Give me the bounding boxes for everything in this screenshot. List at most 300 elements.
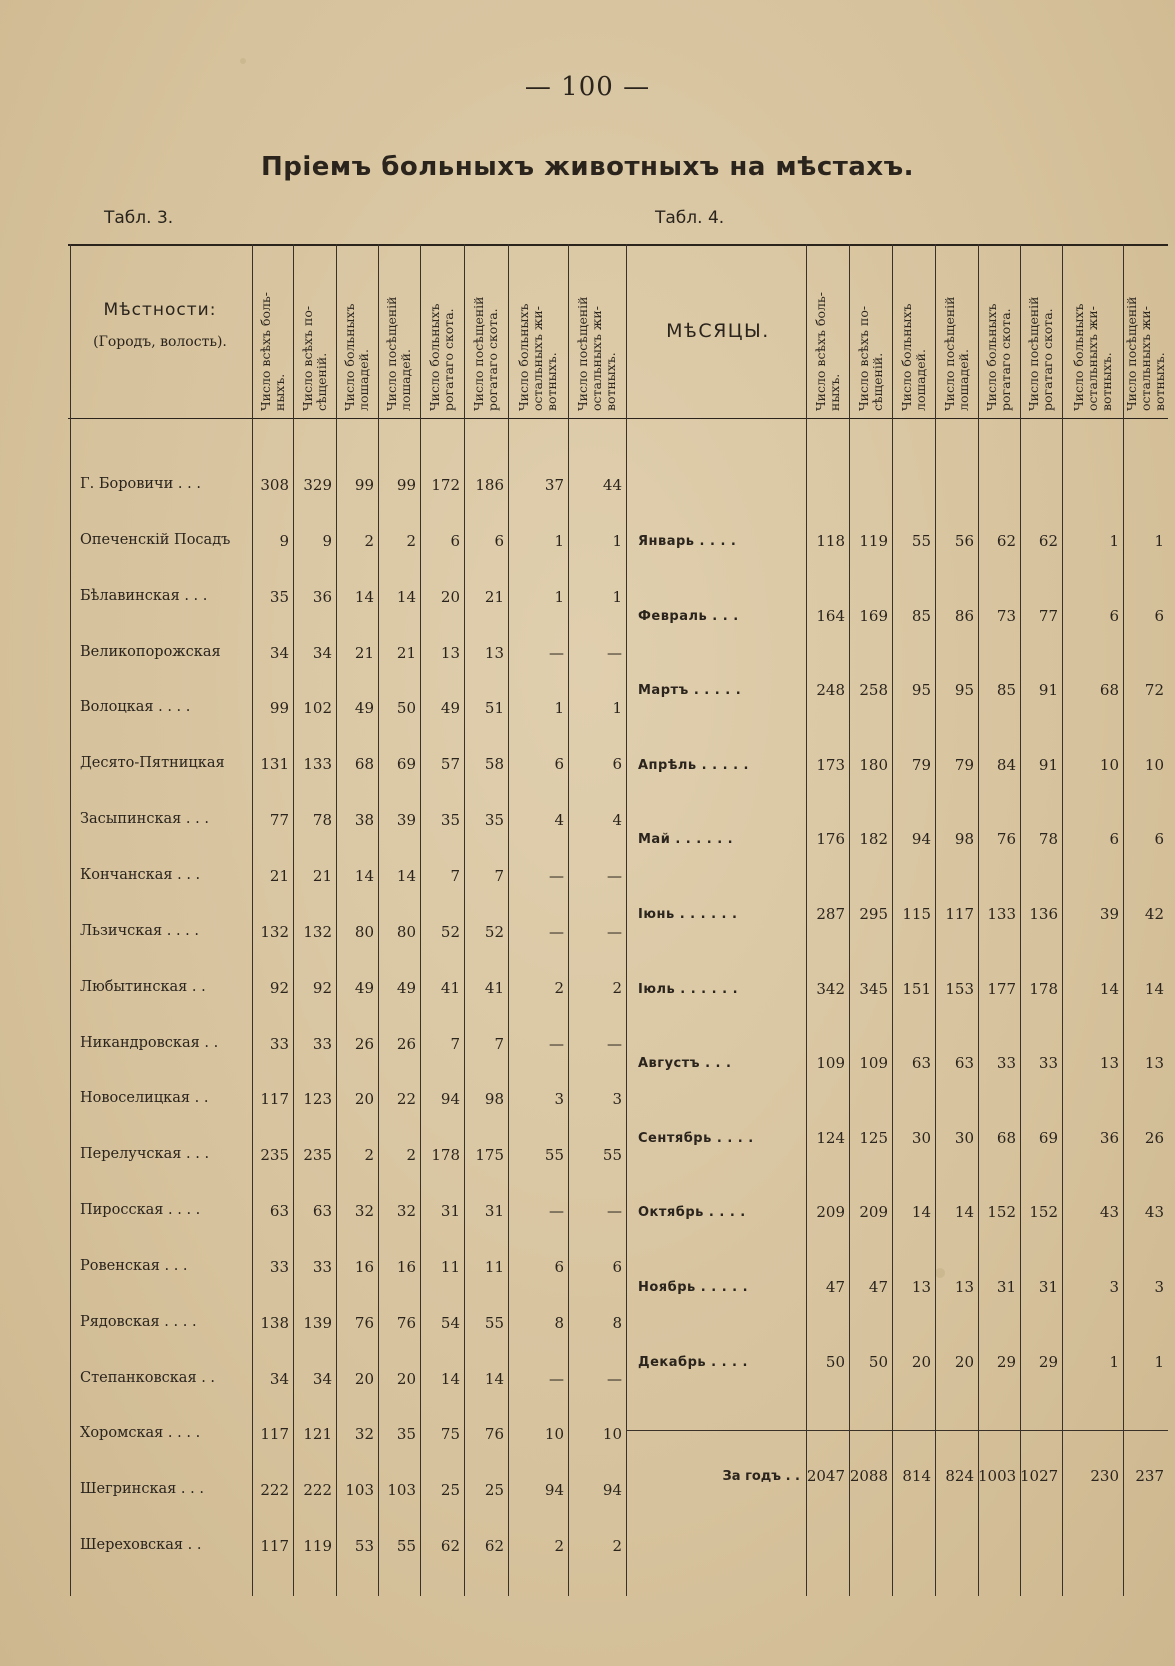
table3-cell: 38 [354, 811, 374, 830]
table3-cell: 14 [396, 866, 416, 885]
table3-cell: 222 [303, 1481, 332, 1500]
table3-cell: 7 [494, 866, 504, 885]
table4-cell: 6 [1109, 830, 1119, 849]
table3-column-header [293, 248, 336, 414]
table3-row-label: Хоромская . . . . [80, 1425, 201, 1442]
table4-cell: 85 [911, 606, 931, 625]
table3-cell: 117 [260, 1090, 289, 1109]
table4-column-header-text: Число всѣхъ боль- ныхъ. [812, 291, 842, 411]
table4-cell: 30 [911, 1128, 931, 1147]
table3-cell: 32 [396, 1202, 416, 1221]
table-column-rule [464, 244, 465, 1596]
table4-cell: 63 [954, 1054, 974, 1073]
page-number: — 100 — [524, 72, 651, 102]
table3-cell: 16 [396, 1257, 416, 1276]
table3-cell: 25 [440, 1481, 460, 1500]
table4-cell: 36 [1099, 1128, 1119, 1147]
table4-cell: 177 [987, 979, 1016, 998]
table3-column-header [252, 248, 293, 414]
table3-cell: 31 [440, 1202, 460, 1221]
table3-row-header-title: Мѣстности: [103, 300, 217, 320]
paper-speck [935, 1268, 945, 1278]
table3-cell: 41 [440, 978, 460, 997]
table3-cell: 98 [484, 1090, 504, 1109]
table3-cell: 99 [354, 476, 374, 494]
table-column-rule [70, 244, 71, 1596]
table4-cell: 55 [911, 532, 931, 550]
table3-cell: 186 [475, 476, 504, 494]
table3-cell: 14 [354, 587, 374, 606]
table4-column-header [978, 248, 1020, 414]
table3-cell: 99 [269, 699, 289, 718]
table4-cell: 94 [911, 830, 931, 849]
table3-cell: 35 [396, 1425, 416, 1444]
table4-cell: 62 [996, 532, 1016, 550]
table4-total-label: За годъ . . [722, 1469, 800, 1484]
table3-cell: 131 [260, 755, 289, 774]
table3-row-label: Кончанская . . . [80, 866, 201, 883]
table4-cell: 258 [859, 681, 888, 700]
table3-cell: 103 [345, 1481, 374, 1500]
table3-cell: 36 [312, 587, 332, 606]
table3-cell: — [549, 1034, 564, 1053]
table4-column-header-text: Число посѣщеній остальныхъ жи- вотныхъ. [1123, 296, 1167, 411]
table-top-rule [68, 244, 1168, 246]
table4-column-header [849, 248, 892, 414]
table4-total-rule [626, 1430, 1168, 1431]
table3-cell: 235 [260, 1146, 289, 1165]
table3-row-label: Засыпинская . . . [80, 811, 209, 828]
table3-cell: 80 [354, 922, 374, 941]
table3-column-header-text: Число посѣщеній остальныхъ жи- вотныхъ. [575, 296, 618, 411]
table3-cell: 235 [303, 1146, 332, 1165]
table4-row-label: Августъ . . . [638, 1056, 732, 1072]
table4-cell: 209 [816, 1203, 845, 1222]
table3-cell: 6 [612, 1257, 622, 1276]
table3-cell: 8 [554, 1313, 564, 1332]
table3-row-label: Льзичская . . . . [80, 922, 200, 939]
table3-row-label: Шереховская . . [80, 1537, 202, 1554]
table3-cell: 20 [354, 1090, 374, 1109]
table3-cell: — [549, 922, 564, 941]
table3-column-header [464, 248, 508, 414]
table3-row-header-sub: (Городъ, волость). [93, 334, 227, 350]
table4-column-header-text: Число больныхъ лошадей. [898, 303, 928, 411]
table3-row-label: Опеченскій Посадъ [80, 531, 231, 548]
table3-cell: 55 [602, 1146, 622, 1165]
table3-cell: 13 [484, 643, 504, 662]
table3-cell: 119 [303, 1537, 332, 1556]
table3-cell: — [607, 922, 622, 941]
table3-cell: 58 [484, 755, 504, 774]
table3-column-header-text: Число всѣхъ по- сѣщеній. [299, 305, 329, 411]
table3-row-label: Волоцкая . . . . [80, 699, 191, 716]
table4-cell: 6 [1109, 606, 1119, 625]
table3-row-label: Пиросская . . . . [80, 1202, 201, 1219]
table4-cell: 73 [996, 606, 1016, 625]
table3-cell: 1 [612, 699, 622, 718]
table3-cell: 11 [440, 1257, 460, 1276]
table3-cell: 7 [450, 1034, 460, 1053]
table4-cell: 76 [996, 830, 1016, 849]
table4-cell: 79 [911, 755, 931, 774]
table-column-rule [293, 244, 294, 1596]
table3-cell: 62 [484, 1537, 504, 1556]
table3-cell: 51 [484, 699, 504, 718]
table4-cell: 136 [1029, 905, 1058, 923]
table3-cell: 4 [612, 811, 622, 830]
table3-cell: 52 [440, 922, 460, 941]
table3-row-label: Десято-Пятницкая [80, 755, 225, 772]
table3-cell: 50 [396, 699, 416, 718]
table3-cell: 2 [364, 1146, 374, 1165]
table4-cell: 14 [954, 1203, 974, 1222]
table3-column-header [420, 248, 464, 414]
page-title: Пріемъ больныхъ животныхъ на мѣстахъ. [260, 152, 915, 182]
table3-row-label: Ровенская . . . [80, 1257, 188, 1274]
table4-total-cell: 824 [945, 1467, 974, 1485]
table3-cell: 35 [269, 587, 289, 606]
table4-row-label: Сентябрь . . . . [638, 1130, 754, 1146]
table3-cell: 35 [440, 811, 460, 830]
table3-cell: 26 [354, 1034, 374, 1053]
table3-cell: 1 [612, 587, 622, 606]
table3-cell: 52 [484, 922, 504, 941]
table4-cell: 14 [911, 1203, 931, 1222]
table3-cell: 80 [396, 922, 416, 941]
table3-cell: 34 [312, 1369, 332, 1388]
table4-cell: 20 [954, 1352, 974, 1371]
table4-cell: 33 [996, 1054, 1016, 1073]
table4-cell: 1 [1154, 532, 1164, 550]
table4-cell: 3 [1109, 1278, 1119, 1296]
table3-cell: 117 [260, 1537, 289, 1556]
table3-row-label: Перелучская . . . [80, 1146, 210, 1163]
table3-cell: 20 [396, 1369, 416, 1388]
table4-cell: 1 [1109, 1352, 1119, 1371]
table4-total-cell: 2088 [849, 1467, 888, 1485]
table4-cell: 153 [945, 979, 974, 998]
table3-cell: 49 [354, 699, 374, 718]
table4-cell: 164 [816, 606, 845, 625]
table3-cell: 21 [269, 866, 289, 885]
table3-cell: — [549, 643, 564, 662]
table4-cell: 56 [954, 532, 974, 550]
table3-cell: 172 [431, 476, 460, 494]
table3-cell: 2 [612, 978, 622, 997]
table4-row-label: Апрѣль . . . . . [638, 757, 749, 773]
table4-row-label: Май . . . . . . [638, 832, 734, 848]
table4-column-header [806, 248, 849, 414]
table4-cell: 86 [954, 606, 974, 625]
table3-cell: 102 [303, 699, 332, 718]
table4-cell: 10 [1099, 755, 1119, 774]
table4-cell: 176 [816, 830, 845, 849]
table3-cell: 9 [279, 531, 289, 550]
table3-cell: 14 [396, 587, 416, 606]
table4-cell: 152 [1029, 1203, 1058, 1222]
table3-cell: 49 [396, 978, 416, 997]
table4-cell: 30 [954, 1128, 974, 1147]
table4-cell: 248 [816, 681, 845, 700]
table3-cell: 21 [484, 587, 504, 606]
table3-cell: 94 [602, 1481, 622, 1500]
table3-cell: 25 [484, 1481, 504, 1500]
table3-cell: — [549, 866, 564, 885]
table3-cell: 94 [440, 1090, 460, 1109]
table3-cell: 31 [484, 1202, 504, 1221]
table4-row-label: Іюль . . . . . . [638, 981, 739, 997]
table3-cell: 3 [612, 1090, 622, 1109]
table-column-rule [420, 244, 421, 1596]
table3-cell: 57 [440, 755, 460, 774]
table3-cell: 10 [602, 1425, 622, 1444]
table3-cell: 16 [354, 1257, 374, 1276]
table4-cell: 85 [996, 681, 1016, 700]
table3-cell: 123 [303, 1090, 332, 1109]
table3-cell: 7 [494, 1034, 504, 1053]
table4-cell: 173 [816, 755, 845, 774]
table4-cell: 1 [1109, 532, 1119, 550]
table4-cell: 14 [1099, 979, 1119, 998]
table3-cell: — [549, 1202, 564, 1221]
table3-cell: 55 [396, 1537, 416, 1556]
table3-row-label: Рядовская . . . . [80, 1313, 197, 1330]
table3-cell: 6 [554, 1257, 564, 1276]
table-header-rule [68, 418, 1168, 419]
table4-total-cell: 1003 [978, 1467, 1017, 1485]
table3-row-label: Бѣлавинская . . . [80, 587, 208, 604]
table3-cell: 37 [544, 476, 564, 494]
table3-cell: — [607, 1034, 622, 1053]
table4-cell: 109 [859, 1054, 888, 1073]
table3-cell: 10 [544, 1425, 564, 1444]
table4-cell: 124 [816, 1128, 845, 1147]
table4-cell: 169 [859, 606, 888, 625]
table4-cell: 6 [1154, 830, 1164, 849]
table3-cell: 33 [269, 1034, 289, 1053]
table3-cell: — [607, 1202, 622, 1221]
table3-column-header-text: Число посѣщеній лошадей. [384, 296, 413, 411]
table3-row-label: Степанковская . . [80, 1369, 216, 1386]
table3-row-header [70, 300, 250, 350]
table3-column-header-text: Число больныхъ рогатаго скота. [427, 303, 456, 411]
table4-cell: 14 [1144, 979, 1164, 998]
table3-cell: 26 [396, 1034, 416, 1053]
table3-cell: 4 [554, 811, 564, 830]
table-column-rule [252, 244, 253, 1596]
table3-cell: 103 [387, 1481, 416, 1500]
table3-cell: 76 [396, 1313, 416, 1332]
table4-total-cell: 230 [1090, 1467, 1119, 1485]
table4-cell: 119 [859, 532, 888, 550]
table3-cell: 138 [260, 1313, 289, 1332]
table3-cell: 6 [494, 531, 504, 550]
table3-cell: 14 [440, 1369, 460, 1388]
table4-cell: 182 [859, 830, 888, 849]
table3-cell: 9 [322, 531, 332, 550]
table4-cell: 91 [1038, 755, 1058, 774]
table3-cell: 92 [312, 978, 332, 997]
table3-cell: 1 [554, 587, 564, 606]
table4-column-header [1123, 248, 1168, 414]
table4-total-cell: 237 [1135, 1467, 1164, 1485]
table3-cell: 1 [554, 531, 564, 550]
table3-cell: 6 [554, 755, 564, 774]
table3-cell: 21 [396, 643, 416, 662]
table3-cell: 2 [554, 978, 564, 997]
table4-cell: 26 [1144, 1128, 1164, 1147]
table3-row-label: Великопорожская [80, 643, 221, 660]
table3-cell: 2 [406, 1146, 416, 1165]
table4-cell: 209 [859, 1203, 888, 1222]
table3-cell: 68 [354, 755, 374, 774]
table3-cell: 1 [612, 531, 622, 550]
table4-cell: 62 [1038, 532, 1058, 550]
table4-cell: 29 [1038, 1352, 1058, 1371]
table3-cell: 75 [440, 1425, 460, 1444]
table3-cell: 22 [396, 1090, 416, 1109]
table4-cell: 31 [1038, 1278, 1058, 1296]
table4-cell: 13 [954, 1278, 974, 1296]
table3-cell: 92 [269, 978, 289, 997]
table3-row-label: Никандровская . . [80, 1034, 219, 1051]
table4-total-cell: 2047 [806, 1467, 845, 1485]
table3-cell: 39 [396, 811, 416, 830]
table3-cell: 20 [440, 587, 460, 606]
table3-cell: 139 [303, 1313, 332, 1332]
table4-cell: 1 [1154, 1352, 1164, 1371]
table4-column-header [1062, 248, 1123, 414]
table4-cell: 84 [996, 755, 1016, 774]
table3-column-header [568, 248, 626, 414]
table3-row-label: Новоселицкая . . [80, 1090, 209, 1107]
table-column-rule [568, 244, 569, 1596]
table4-cell: 117 [945, 905, 974, 923]
table3-cell: 308 [260, 476, 289, 494]
table4-row-label: Декабрь . . . . [638, 1354, 748, 1370]
table4-cell: 47 [868, 1278, 888, 1296]
table3-cell: — [607, 643, 622, 662]
table3-cell: 76 [354, 1313, 374, 1332]
table4-column-header-text: Число всѣхъ по- сѣщеній. [855, 305, 885, 411]
table3-cell: 329 [303, 476, 332, 494]
table4-cell: 72 [1144, 681, 1164, 700]
table3-cell: 133 [303, 755, 332, 774]
table4-cell: 13 [1144, 1054, 1164, 1073]
table3-cell: 33 [269, 1257, 289, 1276]
table3-cell: 34 [269, 643, 289, 662]
table4-cell: 180 [859, 755, 888, 774]
table4-cell: 152 [987, 1203, 1016, 1222]
table4-column-header [892, 248, 935, 414]
table3-cell: — [549, 1369, 564, 1388]
table3-cell: 132 [260, 922, 289, 941]
table4-cell: 151 [902, 979, 931, 998]
table3-cell: 41 [484, 978, 504, 997]
table4-cell: 3 [1154, 1278, 1164, 1296]
table4-row-label: Февраль . . . [638, 608, 739, 624]
table4-cell: 13 [911, 1278, 931, 1296]
table3-cell: 76 [484, 1425, 504, 1444]
table3-cell: — [607, 1369, 622, 1388]
table3-cell: 78 [312, 811, 332, 830]
table3-cell: 53 [354, 1537, 374, 1556]
table4-label: Табл. 4. [655, 208, 725, 228]
table4-cell: 47 [825, 1278, 845, 1296]
table4-cell: 68 [996, 1128, 1016, 1147]
table4-cell: 77 [1038, 606, 1058, 625]
table4-cell: 50 [825, 1352, 845, 1371]
table3-cell: 121 [303, 1425, 332, 1444]
table3-cell: 117 [260, 1425, 289, 1444]
table3-column-header [378, 248, 420, 414]
table3-row-label: Шегринская . . . [80, 1481, 204, 1498]
table3-cell: — [607, 866, 622, 885]
table3-cell: 14 [354, 866, 374, 885]
table4-row-header: МѣСЯЦЫ. [666, 320, 770, 342]
table-column-rule [378, 244, 379, 1596]
table3-cell: 21 [354, 643, 374, 662]
table4-cell: 43 [1099, 1203, 1119, 1222]
table3-cell: 34 [312, 643, 332, 662]
table4-cell: 69 [1038, 1128, 1058, 1147]
table4-cell: 98 [954, 830, 974, 849]
table3-cell: 222 [260, 1481, 289, 1500]
table3-cell: 21 [312, 866, 332, 885]
table-column-rule [336, 244, 337, 1596]
table3-cell: 54 [440, 1313, 460, 1332]
table3-cell: 32 [354, 1202, 374, 1221]
table3-cell: 55 [484, 1313, 504, 1332]
table4-cell: 31 [996, 1278, 1016, 1296]
table4-row-label: Ноябрь . . . . . [638, 1280, 749, 1295]
table3-cell: 69 [396, 755, 416, 774]
table4-cell: 33 [1038, 1054, 1058, 1073]
table4-row-label: Январь . . . . [638, 534, 737, 549]
table4-cell: 42 [1144, 905, 1164, 923]
table3-cell: 20 [354, 1369, 374, 1388]
table3-cell: 34 [269, 1369, 289, 1388]
table4-cell: 345 [859, 979, 888, 998]
table3-cell: 7 [450, 866, 460, 885]
table3-cell: 2 [612, 1537, 622, 1556]
table3-column-header-text: Число больныхъ остальныхъ жи- вотныхъ. [516, 303, 559, 411]
table3-cell: 94 [544, 1481, 564, 1500]
table4-cell: 78 [1038, 830, 1058, 849]
table4-cell: 95 [911, 681, 931, 700]
table3-cell: 6 [612, 755, 622, 774]
table3-cell: 99 [396, 476, 416, 494]
table4-total-cell: 814 [902, 1467, 931, 1485]
table4-cell: 91 [1038, 681, 1058, 700]
table4-total-cell: 1027 [1020, 1467, 1059, 1485]
table3-cell: 3 [554, 1090, 564, 1109]
table4-cell: 68 [1099, 681, 1119, 700]
table4-cell: 43 [1144, 1203, 1164, 1222]
table3-cell: 1 [554, 699, 564, 718]
table4-column-header-text: Число посѣщеній лошадей. [941, 296, 971, 411]
table3-cell: 32 [354, 1425, 374, 1444]
table3-cell: 55 [544, 1146, 564, 1165]
table3-column-header-text: Число всѣхъ боль- ныхъ. [257, 291, 287, 411]
table3-cell: 14 [484, 1369, 504, 1388]
table-column-rule [508, 244, 509, 1596]
table-column-rule [626, 244, 627, 1596]
table4-cell: 118 [816, 532, 845, 550]
table4-cell: 50 [868, 1352, 888, 1371]
table4-cell: 95 [954, 681, 974, 700]
